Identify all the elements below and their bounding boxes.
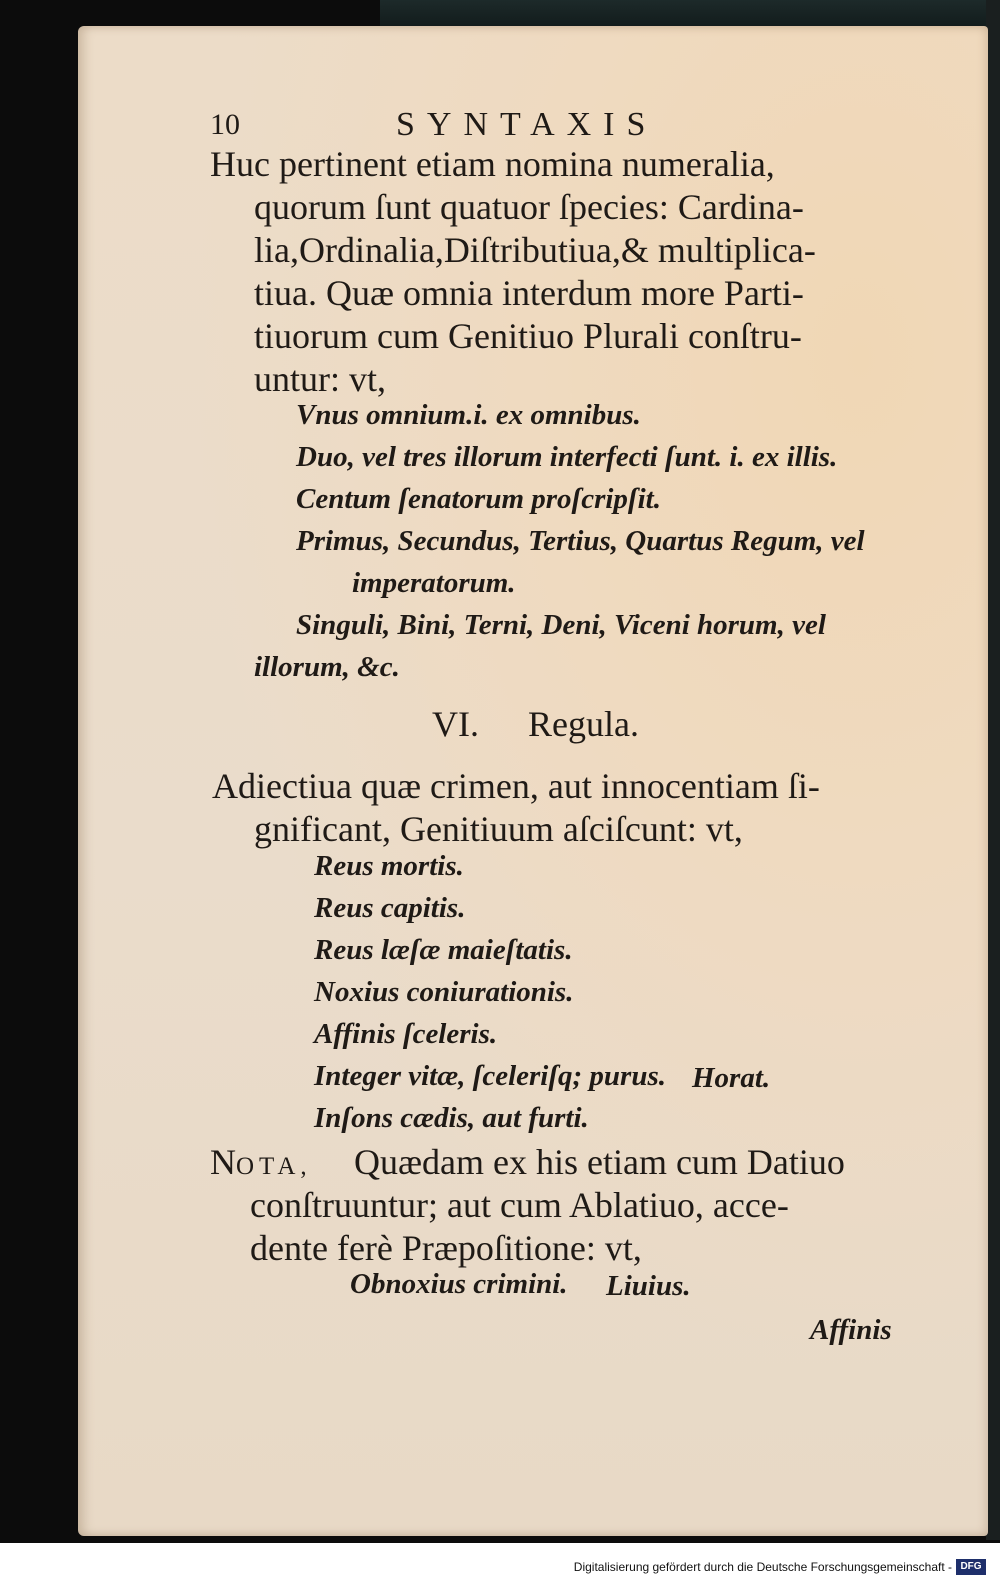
citation: Liuius. xyxy=(606,1270,691,1302)
page-number: 10 xyxy=(210,108,240,141)
example-line: Integer vitæ, ſceleriſq; purus. xyxy=(314,1060,666,1092)
text-line: lia,Ordinalia,Diſtributiua,& multiplica- xyxy=(254,230,816,270)
example-line: Reus læſæ maieſtatis. xyxy=(314,934,573,966)
text-line: dente ferè Præpoſitione: vt, xyxy=(250,1228,642,1268)
text-line: gnificant, Genitiuum aſciſcunt: vt, xyxy=(254,809,743,849)
rule-number: VI. xyxy=(432,704,479,744)
text-line: tiua. Quæ omnia interdum more Parti- xyxy=(254,273,804,313)
text-line: Huc pertinent etiam nomina numeralia, xyxy=(210,144,775,184)
nota-label: NOTA, xyxy=(210,1142,312,1182)
example-line: Singuli, Bini, Terni, Deni, Viceni horum, vel xyxy=(296,609,826,641)
example-line: Reus mortis. xyxy=(314,850,464,882)
example-line: Noxius coniurationis. xyxy=(314,976,574,1008)
running-title: SYNTAXIS xyxy=(396,106,658,143)
example-line: Centum ſenatorum proſcripſit. xyxy=(296,483,661,515)
text-line: Quædam ex his etiam cum Datiuo xyxy=(354,1142,845,1182)
text-line: quorum ſunt quatuor ſpecies: Cardina- xyxy=(254,187,804,227)
funding-credit: Digitalisierung gefördert durch die Deutsche Forschungsgemeinschaft - xyxy=(573,1560,952,1574)
book-page xyxy=(78,26,988,1536)
dfg-logo-icon: DFG xyxy=(956,1559,986,1575)
example-line: Affinis ſceleris. xyxy=(314,1018,498,1050)
rule-heading: Regula. xyxy=(528,704,639,744)
example-line: illorum, &c. xyxy=(254,651,400,683)
catchword: Affinis xyxy=(810,1314,892,1346)
example-line: Inſons cædis, aut furti. xyxy=(314,1102,589,1134)
example-line: Reus capitis. xyxy=(314,892,466,924)
example-line: Duo, vel tres illorum interfecti ſunt. i. ex illis. xyxy=(296,441,838,473)
footer-bar xyxy=(0,1543,1000,1583)
example-line: imperatorum. xyxy=(352,567,516,599)
text-line: tiuorum cum Genitiuo Plurali conſtru- xyxy=(254,316,802,356)
example-line: Vnus omnium.i. ex omnibus. xyxy=(296,399,641,431)
book-cover-spine xyxy=(986,0,1000,1540)
text-line: Adiectiua quæ crimen, aut innocentiam ſi- xyxy=(212,766,820,806)
example-line: Primus, Secundus, Tertius, Quartus Regum, vel xyxy=(296,525,865,557)
example-line: Obnoxius crimini. xyxy=(350,1268,568,1300)
text-line: untur: vt, xyxy=(254,359,386,399)
text-line: conſtruuntur; aut cum Ablatiuo, acce- xyxy=(250,1185,789,1225)
citation: Horat. xyxy=(692,1062,771,1094)
